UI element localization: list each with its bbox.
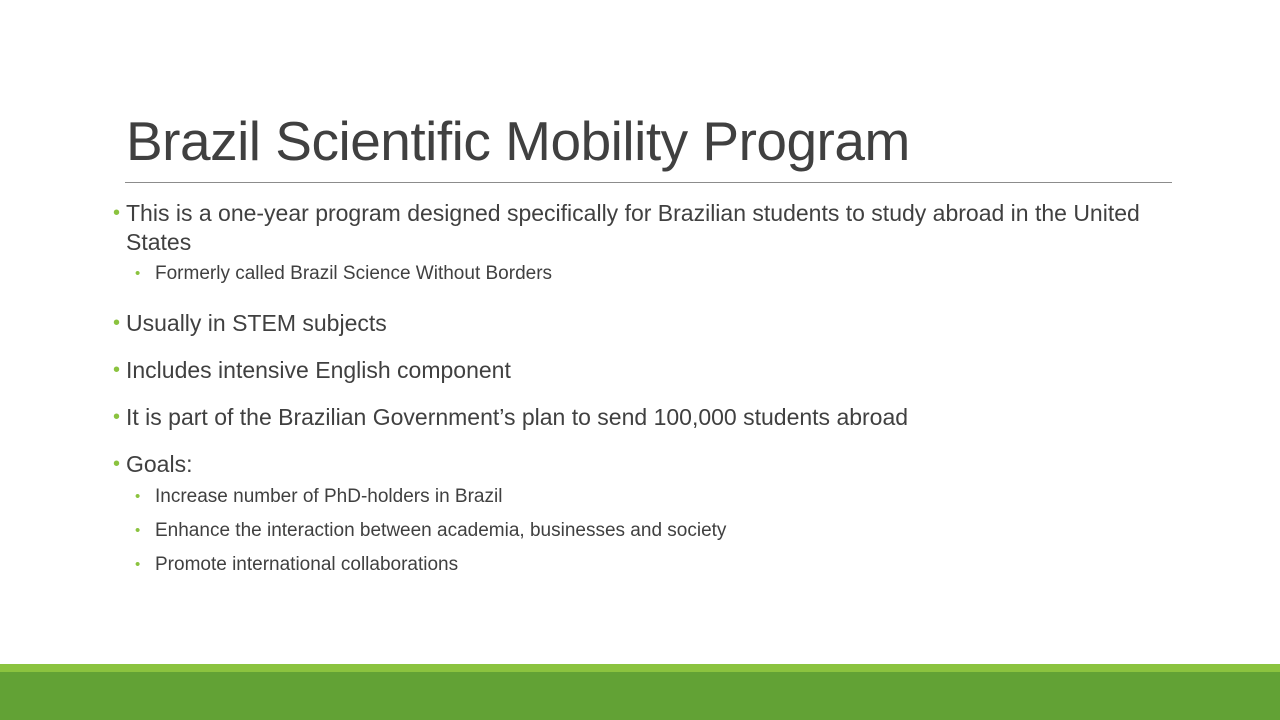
sub-bullet-icon: • <box>135 522 141 539</box>
bullet-item <box>113 199 1143 257</box>
bullet-text: It is part of the Brazilian Government’s plan to send 100,000 students abroad <box>126 404 909 430</box>
sub-bullet-item <box>135 485 1135 509</box>
sub-bullet-icon: • <box>135 265 141 282</box>
bullet-icon: • <box>113 202 121 224</box>
bullet-text: Goals: <box>126 451 193 477</box>
bullet-item <box>113 309 1143 338</box>
bullet-item <box>113 356 1143 385</box>
bullet-icon: • <box>113 359 121 381</box>
sub-bullet-item <box>135 262 1135 286</box>
bullet-icon: • <box>113 453 121 475</box>
sub-bullet-icon: • <box>135 556 141 573</box>
sub-bullet-item <box>135 519 1135 543</box>
sub-bullet-text: Formerly called Brazil Science Without Borders <box>155 263 553 284</box>
sub-bullet-icon: • <box>135 488 141 505</box>
bullet-item <box>113 450 1143 479</box>
sub-bullet-text: Enhance the interaction between academia, businesses and society <box>155 520 727 541</box>
sub-bullet-text: Increase number of PhD-holders in Brazil <box>155 486 503 507</box>
sub-bullet-item <box>135 553 1135 577</box>
bullet-icon: • <box>113 406 121 428</box>
footer-accent-band <box>0 664 1280 672</box>
bullet-text: Includes intensive English component <box>126 357 511 383</box>
footer-band <box>0 672 1280 720</box>
title-divider <box>125 182 1172 183</box>
slide-title: Brazil Scientific Mobility Program <box>126 110 910 172</box>
bullet-text: This is a one-year program designed specifically for Brazilian students to study abroad in the United States <box>126 200 1140 255</box>
bullet-item <box>113 403 1143 432</box>
bullet-text: Usually in STEM subjects <box>126 310 387 336</box>
sub-bullet-text: Promote international collaborations <box>155 554 459 575</box>
bullet-icon: • <box>113 312 121 334</box>
